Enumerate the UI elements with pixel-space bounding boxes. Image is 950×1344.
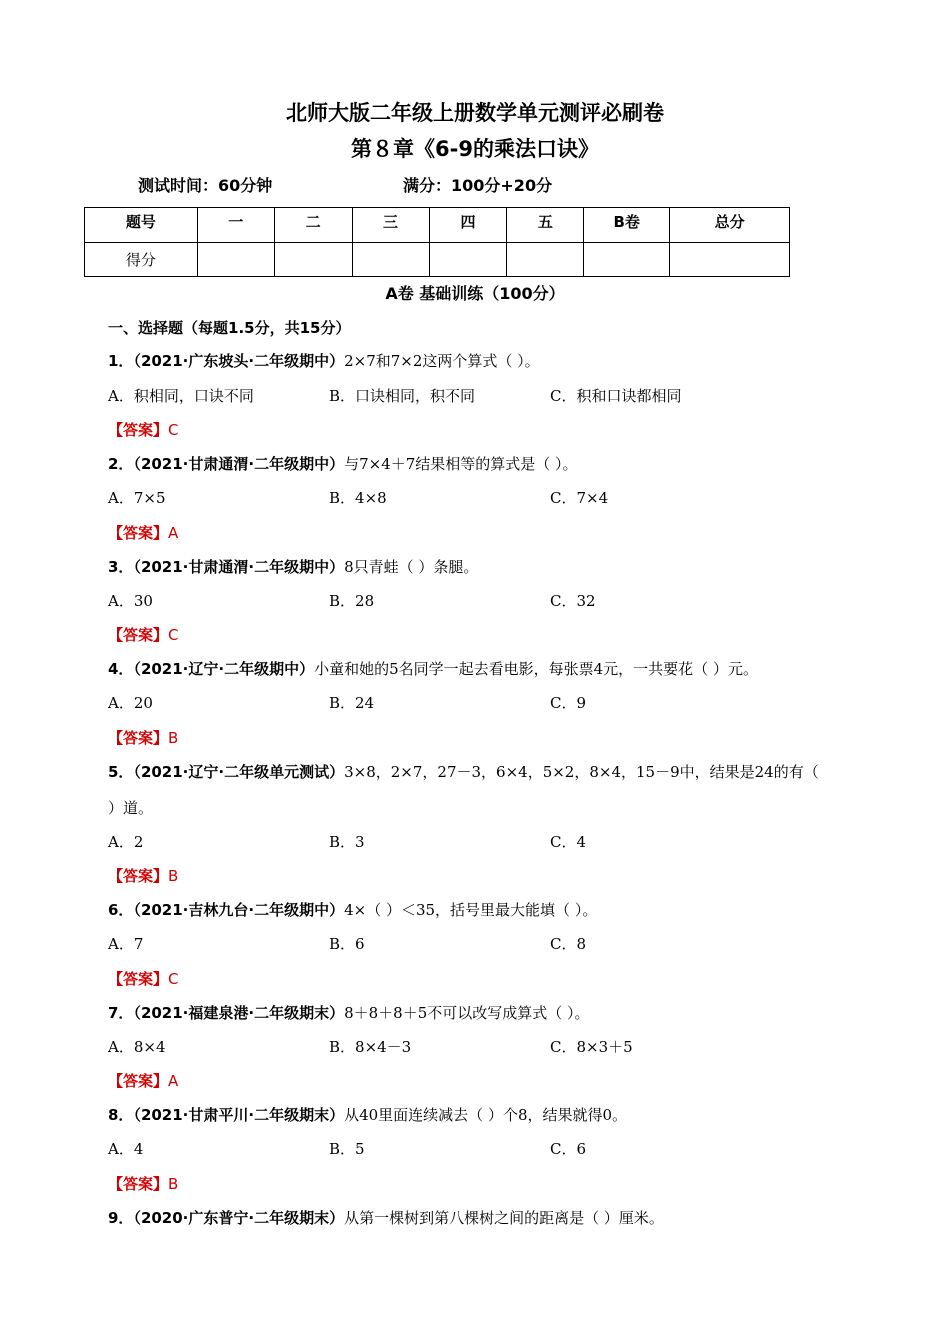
score-row-label: 得分 <box>85 243 198 277</box>
option-c: C．32 <box>550 592 596 610</box>
chapter-title: 第８章《6-9的乘法口诀》 <box>351 137 599 161</box>
question-source: （2021·甘肃平川·二年级期末） <box>133 1106 345 1124</box>
score-cell[interactable] <box>429 243 507 277</box>
answer-tag: 【答案】 <box>108 1175 169 1193</box>
question-source: （2021·甘肃通渭·二年级期中） <box>133 558 345 576</box>
question-text: 从第一棵树到第八棵树之间的距离是（ ）厘米。 <box>344 1209 664 1227</box>
header-cell: 三 <box>352 208 429 243</box>
question-text: 2×7和7×2这两个算式（ ）。 <box>344 352 540 370</box>
score-table-score-row <box>85 243 790 277</box>
option-c: C．积和口诀都相同 <box>550 387 682 405</box>
option-c: C．7×4 <box>550 489 609 507</box>
option-a: A．2 <box>108 833 144 851</box>
option-b: B．5 <box>329 1140 365 1158</box>
answer-2 <box>108 522 178 543</box>
question-number: 4． <box>108 660 134 678</box>
question-text: 8只青蛙（ ）条腿。 <box>344 558 479 576</box>
question-source: （2021·辽宁·二年级单元测试） <box>133 763 345 781</box>
option-c: C．6 <box>550 1140 587 1158</box>
answer-value: A <box>168 524 179 542</box>
question-text: 与7×4＋7结果相等的算式是（ ）。 <box>344 455 578 473</box>
answer-8 <box>108 1173 178 1194</box>
option-b: B．24 <box>329 694 375 712</box>
answer-value: B <box>168 867 179 885</box>
answer-tag: 【答案】 <box>108 421 169 439</box>
question-number: 3． <box>108 558 134 576</box>
answer-7 <box>108 1070 178 1091</box>
option-b: B．6 <box>329 935 365 953</box>
question-4 <box>108 658 758 679</box>
question-source: （2021·甘肃通渭·二年级期中） <box>133 455 345 473</box>
question-number: 2． <box>108 455 134 473</box>
header-cell: 二 <box>274 208 352 243</box>
answer-value: C <box>168 421 179 439</box>
question-5 <box>108 761 819 782</box>
question-6 <box>108 899 597 920</box>
question-number: 8． <box>108 1106 134 1124</box>
question-text-continued: ）道。 <box>108 799 154 817</box>
header-cell: 五 <box>507 208 584 243</box>
answer-3 <box>108 624 179 645</box>
option-b: B．28 <box>329 592 375 610</box>
option-c: C．8×3＋5 <box>550 1038 633 1056</box>
question-source: （2020·广东普宁·二年级期末） <box>133 1209 345 1227</box>
question-text: 小童和她的5名同学一起去看电影，每张票4元，一共要花（ ）元。 <box>314 660 758 678</box>
score-cell[interactable] <box>670 243 790 277</box>
option-c: C．8 <box>550 935 587 953</box>
answer-value: C <box>168 626 179 644</box>
part1-title: 一、选择题（每题1.5分，共15分） <box>108 319 351 337</box>
question-text: 4×（ ）＜35，括号里最大能填（ ）。 <box>344 901 598 919</box>
answer-tag: 【答案】 <box>108 524 169 542</box>
score-cell[interactable] <box>352 243 429 277</box>
question-3 <box>108 556 478 577</box>
option-a: A．30 <box>108 592 153 610</box>
question-source: （2021·福建泉港·二年级期末） <box>133 1004 345 1022</box>
answer-tag: 【答案】 <box>108 729 169 747</box>
answer-value: A <box>168 1072 179 1090</box>
question-text: 8＋8＋8＋5不可以改写成算式（ ）。 <box>344 1004 590 1022</box>
header-cell: B卷 <box>584 208 670 243</box>
answer-tag: 【答案】 <box>108 1072 169 1090</box>
question-number: 7． <box>108 1004 134 1022</box>
question-source: （2021·辽宁·二年级期中） <box>133 660 315 678</box>
question-9 <box>108 1207 664 1228</box>
header-cell: 总分 <box>670 208 790 243</box>
answer-tag: 【答案】 <box>108 626 169 644</box>
option-a: A．7 <box>108 935 144 953</box>
answer-tag: 【答案】 <box>108 867 169 885</box>
option-a: A．积相同，口诀不同 <box>108 387 254 405</box>
option-c: C．9 <box>550 694 587 712</box>
option-b: B．3 <box>329 833 365 851</box>
question-number: 6． <box>108 901 134 919</box>
score-cell[interactable] <box>197 243 274 277</box>
score-table-header-row <box>85 208 790 243</box>
answer-4 <box>108 727 178 748</box>
full-score: 满分：100分+20分 <box>403 176 553 195</box>
question-7 <box>108 1002 590 1023</box>
question-number: 9． <box>108 1209 134 1227</box>
score-cell[interactable] <box>274 243 352 277</box>
score-cell[interactable] <box>584 243 670 277</box>
option-b: B．8×4－3 <box>329 1038 412 1056</box>
answer-tag: 【答案】 <box>108 970 169 988</box>
option-a: A．20 <box>108 694 153 712</box>
section-a-title: A卷 基础训练（100分） <box>385 284 565 303</box>
score-table <box>84 207 790 277</box>
option-b: B．4×8 <box>329 489 387 507</box>
question-source: （2021·广东坡头·二年级期中） <box>133 352 345 370</box>
header-cell: 一 <box>197 208 274 243</box>
answer-value: B <box>168 1175 179 1193</box>
answer-5 <box>108 865 178 886</box>
question-number: 5． <box>108 763 134 781</box>
question-source: （2021·吉林九台·二年级期中） <box>133 901 345 919</box>
option-c: C．4 <box>550 833 587 851</box>
answer-value: B <box>168 729 179 747</box>
question-number: 1． <box>108 352 134 370</box>
question-1 <box>108 350 540 371</box>
header-cell: 四 <box>429 208 507 243</box>
score-cell[interactable] <box>507 243 584 277</box>
answer-value: C <box>168 970 179 988</box>
option-a: A．7×5 <box>108 489 166 507</box>
option-a: A．4 <box>108 1140 144 1158</box>
option-a: A．8×4 <box>108 1038 166 1056</box>
answer-6 <box>108 968 179 989</box>
test-time: 测试时间：60分钟 <box>138 176 273 195</box>
question-8 <box>108 1104 627 1125</box>
question-2 <box>108 453 578 474</box>
header-cell: 题号 <box>85 208 198 243</box>
exam-title: 北师大版二年级上册数学单元测评必刷卷 <box>286 101 664 125</box>
option-b: B．口诀相同，积不同 <box>329 387 476 405</box>
question-text: 3×8，2×7，27－3，6×4，5×2，8×4，15－9中，结果是24的有（ <box>344 763 819 781</box>
question-text: 从40里面连续减去（ ）个8，结果就得0。 <box>344 1106 628 1124</box>
answer-1 <box>108 419 179 440</box>
